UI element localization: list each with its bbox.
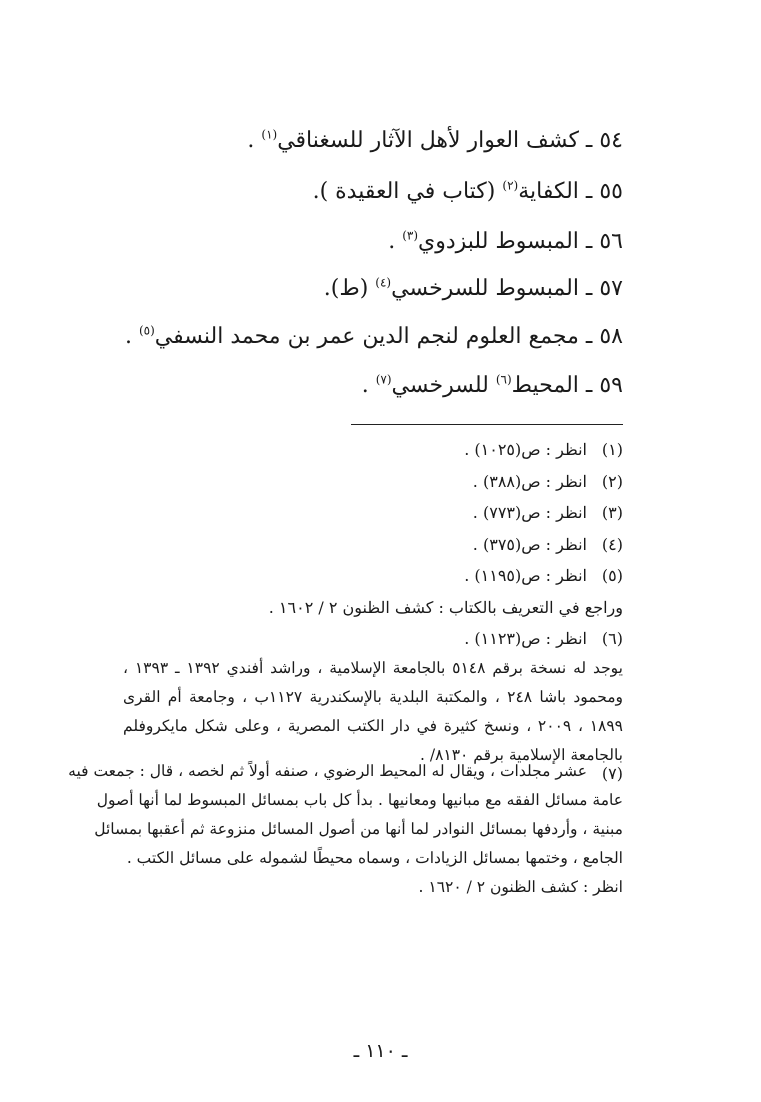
footnote-number-7 (587, 764, 623, 784)
footnote-continuation (103, 598, 623, 618)
list-item (63, 322, 623, 352)
footnote-number: (٦) (601, 629, 623, 648)
footnote-6-paragraph (123, 654, 623, 770)
entry-suffix: . (124, 324, 139, 349)
paragraph-line: الجامع ، وختمها بمسائل الزيادات ، وسماه محيطًا لشموله على مسائل الكتب . (126, 849, 623, 867)
footnote-marker[interactable]: (٥) (138, 323, 155, 338)
entry-suffix: . (388, 229, 403, 254)
entry-text: ٥٤ ـ كشف العوار لأهل الآثار للسغناقي (277, 128, 623, 153)
footnote-number: (١) (601, 440, 623, 459)
entry-text: ٥٩ ـ المحيط (511, 373, 623, 398)
entry-suffix: (كتاب في العقيدة ). (312, 179, 503, 204)
paragraph-line: مبنية ، وأردفها بمسائل النوادر لما أنها من أصول المسائل منزوعة ثم أعقبها بمسائل (94, 820, 623, 838)
footnote-text: انظر : ص(١١٩٥) . (464, 566, 587, 585)
paragraph-line: ١٨٩٩ ، ٢٠٠٩ ، ونسخ كثيرة في دار الكتب المصرية ، وعلى شكل مايكروفلم (123, 717, 623, 735)
footnote-7-paragraph (68, 757, 587, 786)
footnote (103, 440, 623, 460)
footnote-text: انظر : ص(٣٧٥) . (472, 535, 587, 554)
paragraph-line: ومحمود باشا ٢٤٨ ، والمكتبة البلدية بالإسكندرية ١١٢٧ب ، وجامعة أم القرى (123, 688, 624, 706)
footnote-text: انظر : ص(١١٢٣) . (464, 629, 587, 648)
footnote-marker[interactable]: (٤) (375, 275, 392, 290)
list-item (63, 274, 623, 304)
entry-text: ٥٥ ـ الكفاية (518, 179, 623, 204)
paragraph-line: عشر مجلدات ، ويقال له المحيط الرضوي ، صنفه أولاً ثم لخصه ، قال : جمعت فيه (68, 762, 587, 780)
entry-suffix: للسرخسي (391, 373, 496, 398)
footnote (103, 566, 623, 586)
footnote-text: انظر : ص(٧٧٣) . (472, 503, 587, 522)
footnote-number: (٣) (601, 503, 623, 522)
page-number: ـ ١١٠ ـ (353, 1040, 408, 1062)
list-item (63, 177, 623, 207)
footnote-number: (٥) (601, 566, 623, 585)
list-item (63, 227, 623, 257)
footnote-text: انظر : ص(٣٨٨) . (472, 472, 587, 491)
paragraph-line: يوجد له نسخة برقم ٥١٤٨ بالجامعة الإسلامية ، وراشد أفندي ١٣٩٢ ـ ١٣٩٣ ، (123, 659, 623, 677)
footnote (103, 535, 623, 555)
footnote-separator (351, 424, 623, 425)
footnote-number: (٤) (601, 535, 623, 554)
list-item (63, 371, 623, 401)
list-item (63, 126, 623, 156)
entry-suffix: . (361, 373, 376, 398)
entry-suffix: . (247, 128, 262, 153)
footnote (103, 503, 623, 523)
footnote-marker[interactable]: (٧) (375, 372, 392, 387)
paragraph-line: عامة مسائل الفقه مع مبانيها ومعانيها . بدأ كل باب بمسائل المبسوط لما أنها أصول (96, 791, 623, 809)
footnote-number: (٢) (601, 472, 623, 491)
footnote-marker[interactable]: (١) (261, 127, 278, 142)
footnote (103, 472, 623, 492)
entry-text: ٥٦ ـ المبسوط للبزدوي (418, 229, 623, 254)
footnote-number: (٧) (601, 764, 623, 783)
footnote-7-paragraph-cont (94, 786, 623, 902)
entry-suffix: (ط). (323, 276, 376, 301)
footnote-marker[interactable]: (٣) (402, 228, 419, 243)
paragraph-line: بالجامعة الإسلامية برقم ٨١٣٠/ . (419, 746, 623, 764)
footnote-text: وراجع في التعريف بالكتاب : كشف الظنون ٢ / ١٦٠٢ . (268, 598, 623, 617)
footnote-marker[interactable]: (٦) (495, 372, 512, 387)
footnote-marker[interactable]: (٢) (502, 178, 519, 193)
entry-text: ٥٧ ـ المبسوط للسرخسي (391, 276, 623, 301)
entry-text: ٥٨ ـ مجمع العلوم لنجم الدين عمر بن محمد النسفي (154, 324, 623, 349)
paragraph-line: انظر : كشف الظنون ٢ / ١٦٢٠ . (418, 878, 623, 896)
footnote (103, 629, 623, 649)
footnote-text: انظر : ص(١٠٢٥) . (464, 440, 587, 459)
